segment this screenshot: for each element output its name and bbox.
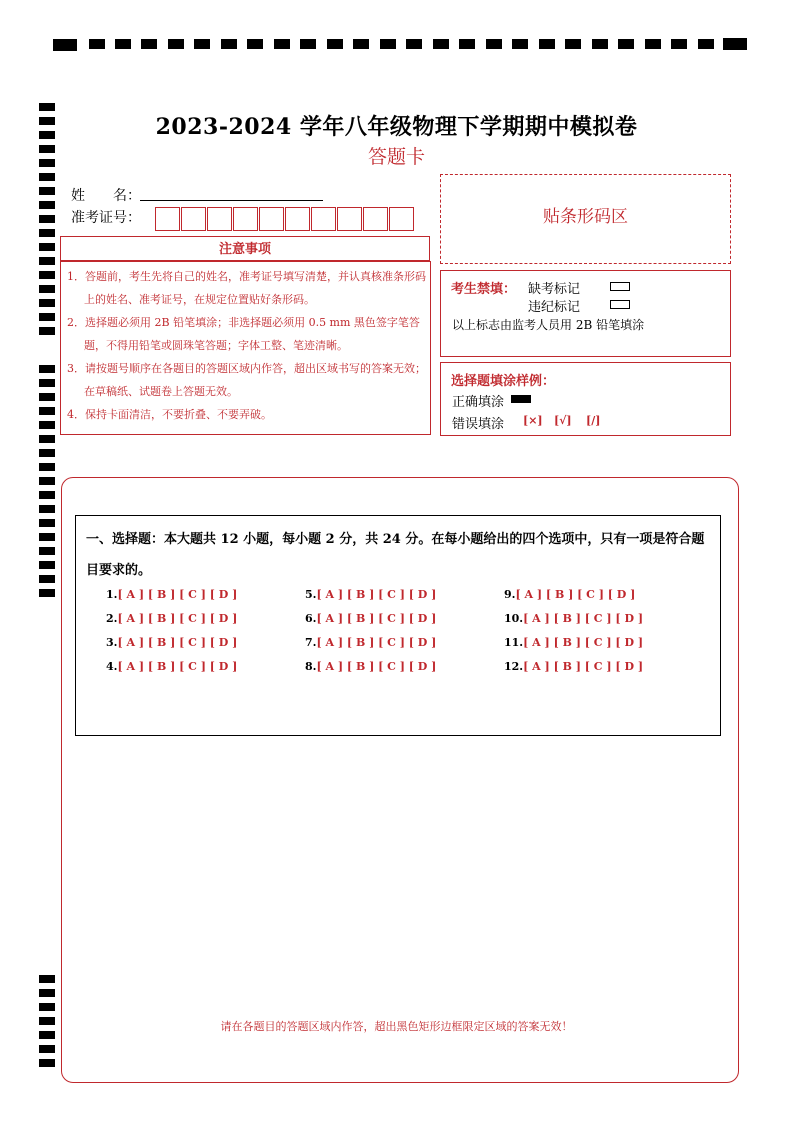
question-row-3[interactable]: 3.[ A ] [ B ] [ C ] [ D ] — [106, 636, 238, 649]
question-row-6[interactable]: 6.[ A ] [ B ] [ C ] [ D ] — [305, 612, 437, 625]
question-row-9[interactable]: 9.[ A ] [ B ] [ C ] [ D ] — [504, 588, 636, 601]
wrong-mark-check: [√] — [554, 414, 572, 427]
notice-item: 1．答题前，考生先将自己的姓名，准考证号填写清楚，并认真核准条形码上的姓名、准考证号，在规定位置贴好条形码。 — [67, 270, 426, 306]
question-row-10[interactable]: 10.[ A ] [ B ] [ C ] [ D ] — [504, 612, 644, 625]
notice-box — [60, 261, 431, 435]
question-row-7[interactable]: 7.[ A ] [ B ] [ C ] [ D ] — [305, 636, 437, 649]
exam-id-box[interactable] — [389, 207, 414, 231]
exam-status-note: 以上标志由监考人员用 2B 铅笔填涂 — [452, 318, 645, 332]
fill-sample-title: 选择题填涂样例： — [451, 374, 556, 389]
exam-id-box[interactable] — [207, 207, 232, 231]
exam-id-box[interactable] — [337, 207, 362, 231]
wrong-mark-slash: [/] — [586, 414, 601, 427]
wrong-fill-label: 错误填涂 — [452, 417, 505, 432]
exam-id-box[interactable] — [155, 207, 180, 231]
violation-mark-box[interactable] — [610, 300, 630, 309]
notice-title: 注意事项 — [60, 236, 430, 261]
question-row-12[interactable]: 12.[ A ] [ B ] [ C ] [ D ] — [504, 660, 644, 673]
question-row-1[interactable]: 1.[ A ] [ B ] [ C ] [ D ] — [106, 588, 238, 601]
question-row-4[interactable]: 4.[ A ] [ B ] [ C ] [ D ] — [106, 660, 238, 673]
choice-section-heading: 一、选择题：本大题共 12 小题，每小题 2 分，共 24 分。在每小题给出的四个选项中，只有一项是符合题目要求的。 — [86, 532, 705, 578]
exam-status-label: 考生禁填： — [451, 282, 517, 297]
exam-id-label: 准考证号： — [71, 210, 141, 226]
barcode-area[interactable]: 贴条形码区 — [440, 174, 731, 264]
correct-fill-sample — [511, 395, 531, 403]
question-row-8[interactable]: 8.[ A ] [ B ] [ C ] [ D ] — [305, 660, 437, 673]
absent-mark-label: 缺考标记 — [528, 282, 581, 297]
absent-mark-box[interactable] — [610, 282, 630, 291]
notice-item: 4．保持卡面清洁，不要折叠、不要弄破。 — [67, 408, 272, 421]
answer-area-warning: 请在各题目的答题区域内作答，超出黑色矩形边框限定区域的答案无效！ — [220, 1020, 573, 1033]
name-input-line[interactable] — [140, 200, 323, 201]
question-row-5[interactable]: 5.[ A ] [ B ] [ C ] [ D ] — [305, 588, 437, 601]
correct-fill-label: 正确填涂 — [452, 395, 505, 410]
notice-item: 2．选择题必须用 2B 铅笔填涂；非选择题必须用 0.5 mm 黑色签字笔答题，不得用铅笔或圆珠笔答题；字体工整、笔迹清晰。 — [67, 316, 420, 352]
exam-id-box[interactable] — [363, 207, 388, 231]
page-title: 2023-2024 学年八年级物理下学期期中模拟卷 — [155, 114, 638, 140]
name-label: 姓 名： — [71, 188, 141, 204]
exam-id-box[interactable] — [181, 207, 206, 231]
question-row-11[interactable]: 11.[ A ] [ B ] [ C ] [ D ] — [504, 636, 644, 649]
violation-mark-label: 违纪标记 — [528, 300, 581, 315]
choice-section — [75, 515, 721, 736]
fill-sample-box — [440, 362, 731, 436]
question-row-2[interactable]: 2.[ A ] [ B ] [ C ] [ D ] — [106, 612, 238, 625]
exam-status-box — [440, 270, 731, 357]
wrong-mark-cross: [×] — [523, 414, 543, 427]
exam-id-box[interactable] — [233, 207, 258, 231]
exam-id-box[interactable] — [311, 207, 336, 231]
exam-id-box[interactable] — [259, 207, 284, 231]
exam-id-box[interactable] — [285, 207, 310, 231]
page-subtitle: 答题卡 — [367, 146, 425, 168]
notice-item: 3．请按题号顺序在各题目的答题区域内作答，超出区域书写的答案无效；在草稿纸、试题卷上答题无效。 — [67, 362, 426, 398]
